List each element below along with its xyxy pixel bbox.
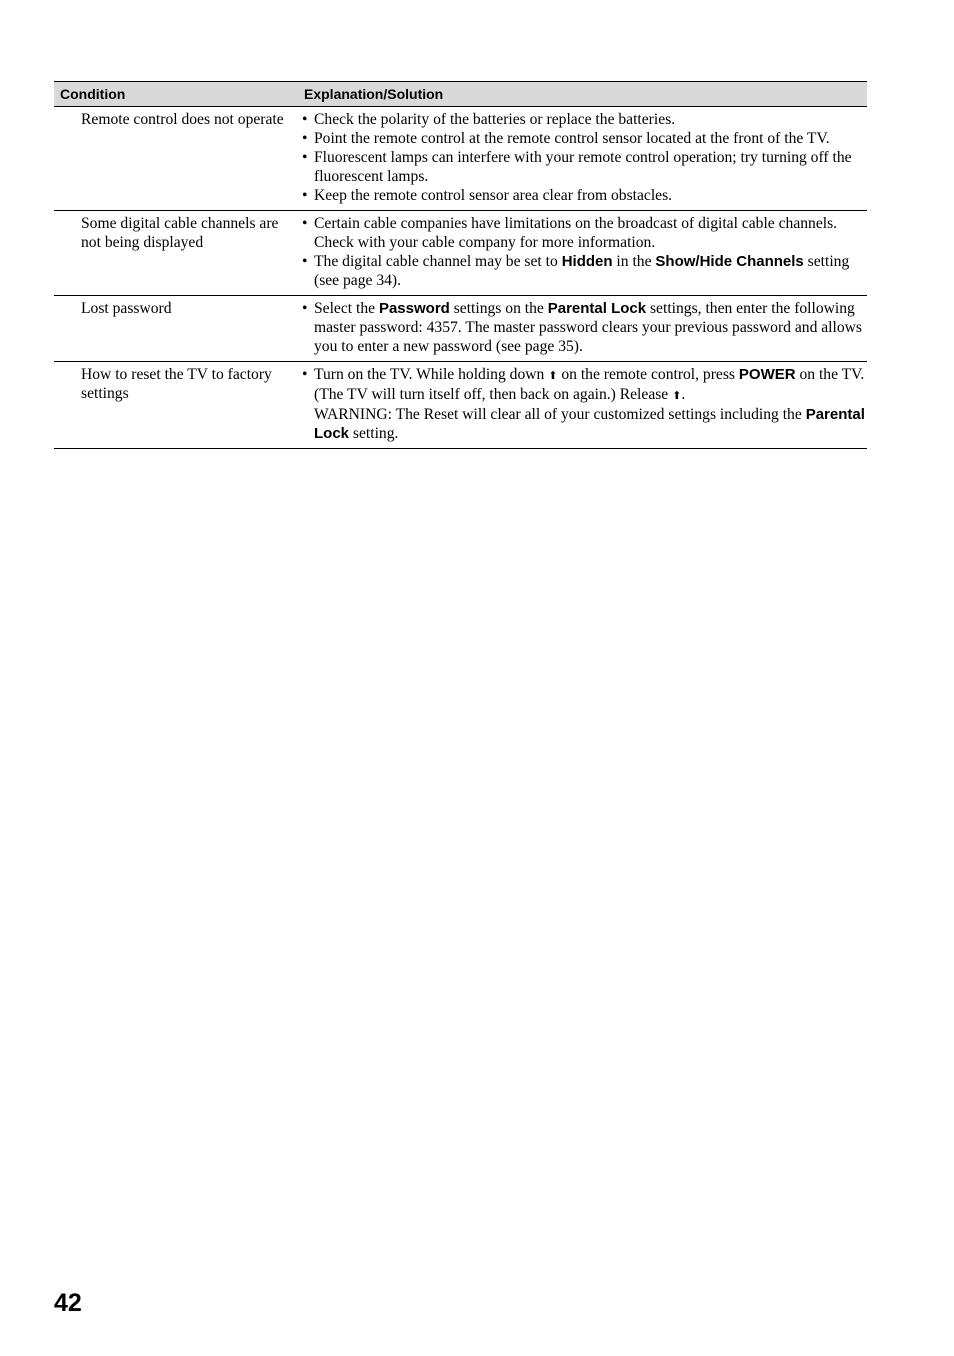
troubleshooting-table: [54, 81, 867, 449]
table-row: [54, 210, 867, 295]
warning-text: WARNING: The Reset will clear all of your customized settings including the: [314, 406, 806, 423]
text-fragment: on the TV. (The TV will turn itself off, then back on again.) Release: [314, 366, 865, 403]
menu-term: Parental Lock: [547, 300, 647, 317]
table-row: [54, 361, 867, 448]
table-header: [54, 81, 867, 107]
menu-term: Hidden: [561, 253, 613, 270]
bullet-item: • Keep the remote control sensor area clear from obstacles.: [302, 186, 867, 205]
text-fragment: Select the: [314, 300, 379, 317]
table-row: [54, 295, 867, 361]
menu-term: Show/Hide Channels: [655, 253, 804, 270]
text-fragment: The digital cable channel may be set to: [314, 253, 562, 270]
text-fragment: settings on the: [449, 300, 548, 317]
text-fragment: .: [681, 386, 686, 403]
text-fragment: setting (see page 34).: [314, 253, 850, 289]
condition-cell: Lost password: [81, 300, 172, 317]
condition-cell: Remote control does not operate: [81, 111, 284, 128]
text-fragment: on the remote control, press: [557, 366, 739, 383]
explanation-cell: [298, 365, 867, 443]
bullet-item: [302, 365, 867, 443]
header-condition: Condition: [60, 86, 126, 102]
text-fragment: settings, then enter the following master password: 4357. The master password clears your previous password and allows you to enter a new password (see page 35).: [314, 300, 862, 355]
text-fragment: setting.: [349, 425, 399, 442]
text-fragment: in the: [612, 253, 656, 270]
condition-cell: How to reset the TV to factory settings: [81, 366, 272, 402]
up-arrow-icon: ⬆: [672, 389, 682, 402]
up-arrow-icon: ⬆: [548, 369, 558, 382]
text-fragment: Turn on the TV. While holding down: [314, 366, 549, 383]
page-number: 42: [54, 1289, 82, 1317]
menu-term: Parental Lock: [314, 406, 865, 442]
table-row: [54, 107, 867, 210]
condition-cell: Some digital cable channels are not being displayed: [81, 215, 279, 251]
bullet-item: • Certain cable companies have limitations on the broadcast of digital cable channels. Check with your cable company for more information.: [302, 214, 867, 252]
menu-term: Password: [378, 300, 450, 317]
explanation-cell: [298, 214, 867, 290]
explanation-cell: [298, 299, 867, 356]
button-term: POWER: [738, 366, 796, 383]
bullet-item: [302, 252, 867, 290]
bullet-item: [302, 299, 867, 356]
bullet-item: • Fluorescent lamps can interfere with your remote control operation; try turning off the fluorescent lamps.: [302, 148, 867, 186]
bullet-item: • Point the remote control at the remote control sensor located at the front of the TV.: [302, 129, 867, 148]
bullet-item: • Check the polarity of the batteries or replace the batteries.: [302, 110, 867, 129]
header-explanation: Explanation/Solution: [304, 86, 444, 102]
explanation-cell: [298, 110, 867, 205]
